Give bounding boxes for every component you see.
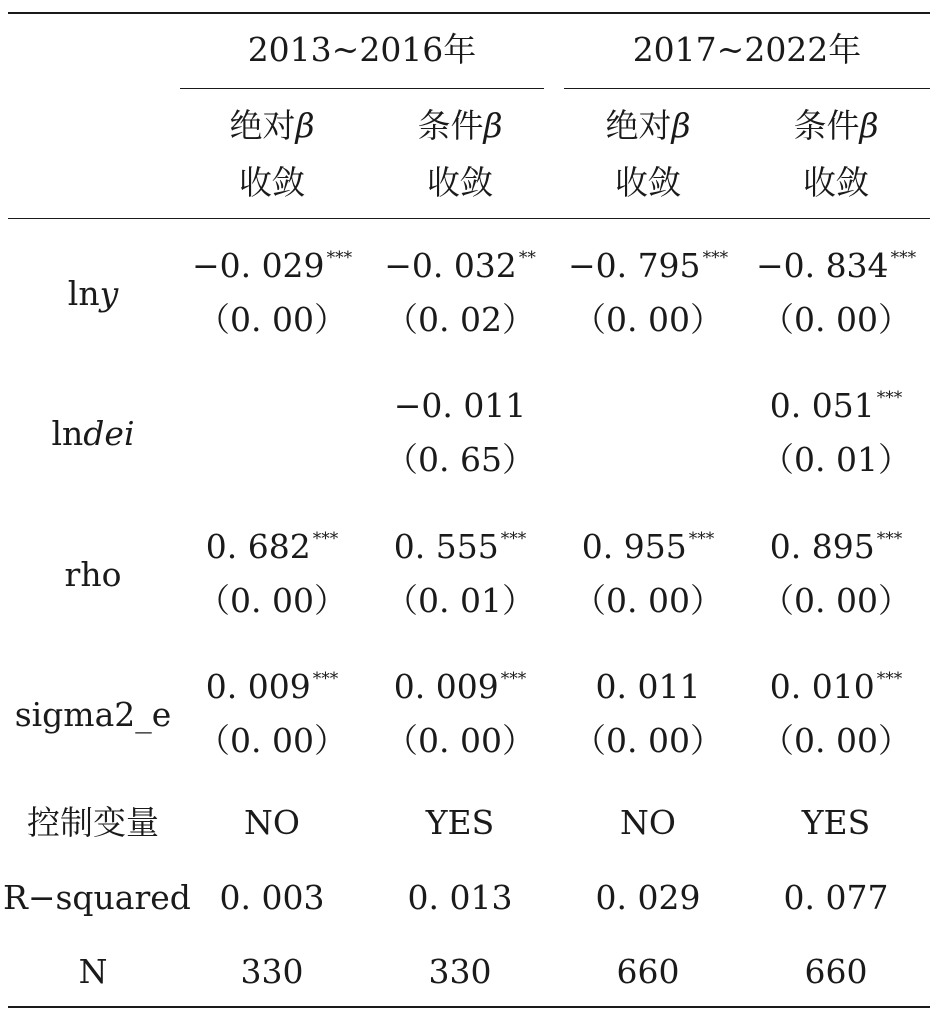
significance-stars: *** bbox=[876, 529, 903, 549]
coefficient-value bbox=[741, 386, 931, 432]
row-label bbox=[3, 414, 183, 454]
subheader-line2: 收敛 bbox=[239, 163, 305, 202]
table-cell: 330 bbox=[240, 952, 304, 991]
coefficient-value bbox=[365, 667, 555, 713]
significance-stars: *** bbox=[688, 529, 715, 549]
subheader-text: 条件 bbox=[793, 106, 860, 145]
significance-stars: *** bbox=[500, 669, 527, 689]
header-bottom-rule bbox=[8, 218, 930, 219]
table-bottom-rule bbox=[8, 1006, 930, 1008]
p-value: （0. 00） bbox=[573, 300, 723, 339]
beta-symbol: β bbox=[483, 106, 503, 145]
coefficient-value bbox=[177, 246, 367, 292]
subheader-line2: 收敛 bbox=[803, 163, 869, 202]
coefficient-number: 0. 895 bbox=[769, 527, 875, 566]
table-cell: 660 bbox=[616, 952, 680, 991]
coefficient-value bbox=[741, 246, 931, 292]
significance-stars: ** bbox=[518, 248, 536, 268]
row-label: R−squared bbox=[3, 878, 191, 917]
subheader-text: 绝对 bbox=[229, 106, 296, 145]
coefficient-value bbox=[365, 386, 555, 426]
row-label-text: ln bbox=[67, 274, 100, 313]
coefficient-number: 0. 051 bbox=[769, 386, 875, 425]
significance-stars: *** bbox=[312, 669, 339, 689]
beta-symbol: β bbox=[671, 106, 691, 145]
coefficient-value bbox=[177, 667, 367, 713]
coefficient-value bbox=[365, 527, 555, 573]
coefficient-value bbox=[365, 246, 555, 292]
coefficient-number: 0. 955 bbox=[581, 527, 687, 566]
coefficient-number: 0. 010 bbox=[769, 667, 875, 706]
coefficient-value bbox=[553, 246, 743, 292]
p-value: （0. 00） bbox=[385, 721, 535, 760]
row-label bbox=[3, 274, 183, 314]
coefficient-value bbox=[741, 667, 931, 713]
p-value: （0. 00） bbox=[761, 581, 911, 620]
p-value: （0. 01） bbox=[385, 581, 535, 620]
p-value: （0. 65） bbox=[385, 440, 535, 479]
p-value: （0. 00） bbox=[197, 300, 347, 339]
row-label-text: ln bbox=[51, 414, 84, 453]
coefficient-number: −0. 834 bbox=[755, 246, 889, 285]
coefficient-value bbox=[177, 527, 367, 573]
period-1-underline bbox=[180, 88, 544, 89]
subheader-line1 bbox=[741, 106, 931, 146]
table-cell: 0. 003 bbox=[219, 878, 325, 917]
table-top-rule bbox=[8, 12, 930, 14]
period-2-underline bbox=[564, 88, 930, 89]
coefficient-number: 0. 009 bbox=[393, 667, 499, 706]
subheader-line2: 收敛 bbox=[427, 163, 493, 202]
coefficient-number: 0. 682 bbox=[205, 527, 311, 566]
significance-stars: *** bbox=[876, 388, 903, 408]
row-label: N bbox=[78, 952, 108, 991]
table-cell: NO bbox=[620, 803, 676, 842]
coefficient-number: 0. 009 bbox=[205, 667, 311, 706]
p-value: （0. 00） bbox=[761, 300, 911, 339]
p-value: （0. 00） bbox=[761, 721, 911, 760]
table-cell: 660 bbox=[804, 952, 868, 991]
coefficient-value bbox=[553, 667, 743, 707]
table-cell: 0. 029 bbox=[595, 878, 701, 917]
subheader-text: 绝对 bbox=[605, 106, 672, 145]
table-cell: 0. 013 bbox=[407, 878, 513, 917]
row-label bbox=[3, 555, 183, 595]
row-label-italic: y bbox=[99, 274, 119, 313]
subheader-text: 条件 bbox=[417, 106, 484, 145]
coefficient-value bbox=[741, 527, 931, 573]
p-value: （0. 01） bbox=[761, 440, 911, 479]
p-value: （0. 00） bbox=[197, 721, 347, 760]
row-label-text: sigma2_e bbox=[14, 695, 172, 734]
coefficient-number: −0. 795 bbox=[567, 246, 701, 285]
subheader-line1 bbox=[177, 106, 367, 146]
p-value: （0. 00） bbox=[573, 581, 723, 620]
table-cell: 330 bbox=[428, 952, 492, 991]
coefficient-number: −0. 029 bbox=[191, 246, 325, 285]
row-label: 控制变量 bbox=[27, 803, 159, 842]
coefficient-number: −0. 011 bbox=[393, 386, 527, 425]
subheader-line1 bbox=[365, 106, 555, 146]
subheader-line1 bbox=[553, 106, 743, 146]
table-cell: 0. 077 bbox=[783, 878, 889, 917]
table-cell: YES bbox=[801, 803, 871, 842]
table-cell: YES bbox=[425, 803, 495, 842]
significance-stars: *** bbox=[500, 529, 527, 549]
beta-symbol: β bbox=[859, 106, 879, 145]
significance-stars: *** bbox=[890, 248, 917, 268]
p-value: （0. 00） bbox=[197, 581, 347, 620]
coefficient-number: −0. 032 bbox=[384, 246, 517, 285]
row-label-text: rho bbox=[64, 555, 122, 594]
period-header-2017-2022: 2017~2022年 bbox=[632, 30, 862, 69]
significance-stars: *** bbox=[312, 529, 339, 549]
row-label-italic: dei bbox=[83, 414, 135, 453]
coefficient-number: 0. 011 bbox=[595, 667, 701, 706]
subheader-line2: 收敛 bbox=[615, 163, 681, 202]
p-value: （0. 00） bbox=[573, 721, 723, 760]
period-header-2013-2016: 2013~2016年 bbox=[247, 30, 477, 69]
coefficient-number: 0. 555 bbox=[393, 527, 499, 566]
row-label bbox=[3, 695, 183, 735]
p-value: （0. 02） bbox=[385, 300, 535, 339]
significance-stars: *** bbox=[326, 248, 353, 268]
significance-stars: *** bbox=[702, 248, 729, 268]
significance-stars: *** bbox=[876, 669, 903, 689]
table-cell: NO bbox=[244, 803, 300, 842]
beta-symbol: β bbox=[295, 106, 315, 145]
coefficient-value bbox=[553, 527, 743, 573]
